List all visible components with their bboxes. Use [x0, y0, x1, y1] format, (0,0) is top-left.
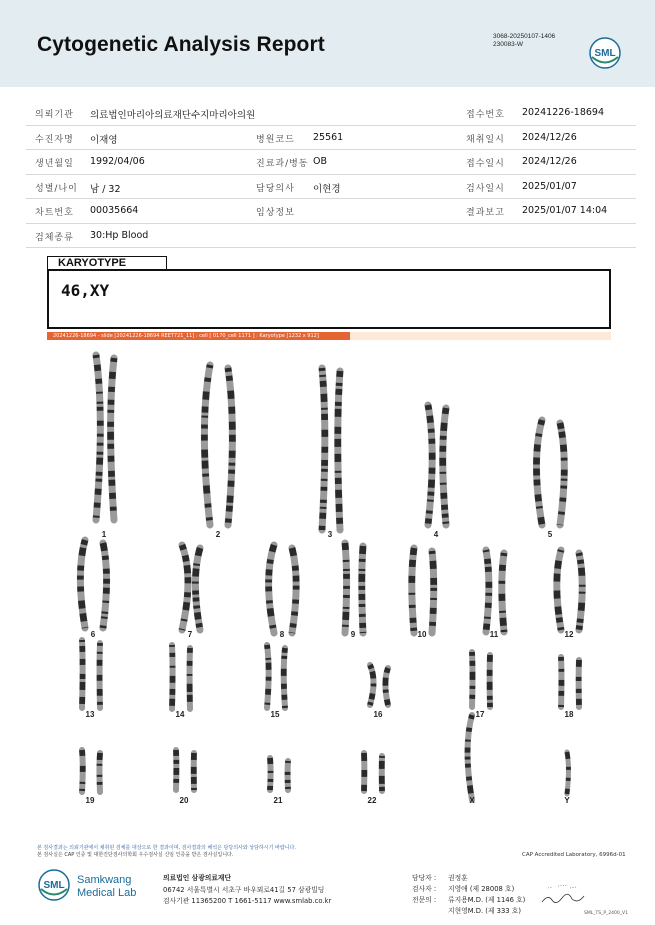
organization-contact: 검사기관 11365200 T 1661-5117 www.smlab.co.kr	[163, 897, 332, 905]
staff-name: 권정훈	[448, 874, 468, 882]
chromosome-pair-X	[468, 715, 472, 800]
chromosome-pair-13	[82, 640, 100, 708]
svg-text:SML: SML	[594, 48, 616, 59]
info-value: 25561	[313, 131, 344, 143]
report-title: Cytogenetic Analysis Report	[37, 33, 325, 56]
chromosome-label: 19	[85, 796, 95, 805]
image-caption-text: 20241226-18694 - slide [20241226-18694 REET721_11] : cell [ 0170_cell 1171 ] : Karyotype [1232 x 912]	[47, 332, 350, 340]
chromosome-pair-11	[486, 550, 504, 632]
info-label: 검체종류	[35, 232, 74, 243]
chromosome-pair-22	[364, 753, 382, 791]
patient-info-table	[26, 101, 636, 248]
info-value: 00035664	[90, 205, 139, 216]
info-row	[26, 126, 636, 151]
organization-address: 06742 서울특별시 서초구 바우뫼로41길 57 삼광빌딩	[163, 886, 325, 894]
chromosome-pair-10	[412, 548, 434, 633]
chromosome-pair-16	[370, 665, 388, 705]
staff-name: 류지용M.D. (제 1146 호)	[448, 896, 526, 904]
chromosome-label: 13	[85, 710, 95, 719]
chromosome-pair-9	[345, 543, 363, 633]
chromosome-label: 5	[547, 530, 553, 539]
chromosome-label: 6	[90, 630, 96, 639]
cap-accreditation: CAP Accredited Laboratory, 6996d-01	[522, 852, 626, 858]
info-value: 남 / 32	[90, 183, 121, 195]
staff-role: 검사자 :	[412, 885, 437, 893]
staff-role: 전문의 :	[412, 896, 437, 904]
chromosome-label: 20	[179, 796, 189, 805]
info-value: 30:Hp Blood	[90, 229, 149, 241]
chromosome-label: 18	[564, 710, 574, 719]
chromosome-label: 1	[101, 530, 107, 539]
info-row	[26, 101, 636, 126]
chromosome-label: 17	[475, 710, 485, 719]
info-label: 의뢰기관	[35, 110, 74, 120]
chromosome-pair-Y	[567, 752, 568, 794]
info-label: 성별/나이	[35, 183, 78, 194]
info-row	[26, 150, 636, 175]
info-label: 생년월일	[35, 159, 74, 169]
chromosome-pair-8	[269, 545, 297, 633]
chromosome-pair-3	[322, 368, 340, 530]
samkwang-logo-icon	[37, 868, 71, 902]
disclaimer-line-1: 본 검사결과는 의뢰기관에서 채취된 검체를 대상으로 한 결과이며, 검사결과의 해석은 담당의사와 상담하시기 바랍니다.	[37, 845, 296, 851]
chromosome-pair-6	[80, 540, 106, 628]
chromosome-label: 8	[279, 630, 285, 639]
karyotype-label: KARYOTYPE	[47, 256, 167, 269]
karyogram-image	[0, 340, 655, 810]
info-label: 접수일시	[466, 159, 505, 169]
karyotype-result: 46,XY	[61, 281, 110, 300]
brand-name-line-2: Medical Lab	[77, 887, 137, 899]
info-row	[26, 224, 636, 249]
chromosome-label: 11	[489, 630, 499, 639]
karyotype-result-box	[47, 269, 611, 329]
chromosome-pair-15	[267, 645, 285, 708]
chromosome-label: 12	[564, 630, 574, 639]
chromosome-pair-20	[176, 750, 194, 790]
info-value: 2024/12/26	[522, 156, 577, 167]
report-code: 3068-20250107-1406	[493, 33, 556, 40]
svg-text:SML: SML	[43, 880, 65, 891]
info-label: 임상정보	[256, 208, 295, 218]
info-label: 수진자명	[35, 134, 74, 145]
info-label: 채취일시	[466, 134, 505, 145]
info-row	[26, 175, 636, 200]
sml-logo	[588, 36, 622, 70]
info-value: 2024/12/26	[522, 131, 577, 143]
chromosome-pair-1	[96, 355, 114, 520]
chromosome-pair-4	[428, 405, 446, 525]
chromosome-label: 3	[327, 530, 333, 539]
info-value: 2025/01/07	[522, 180, 577, 192]
info-value: 이현경	[313, 183, 341, 195]
form-code: SML_TS_P_2400_V1	[584, 911, 628, 916]
chromosome-label: 14	[175, 710, 185, 719]
chromosome-label: 22	[367, 796, 377, 805]
brand-name-line-1: Samkwang	[77, 874, 132, 886]
info-label: 담당의사	[256, 183, 295, 194]
info-value: OB	[313, 156, 327, 167]
info-label: 검사일시	[466, 183, 505, 194]
chromosome-label: 21	[273, 796, 283, 805]
info-label: 병원코드	[256, 134, 295, 145]
report-header	[0, 0, 655, 87]
info-label: 진료과/병동	[256, 159, 309, 169]
chromosome-pair-19	[82, 750, 100, 792]
staff-role: 담당자 :	[412, 874, 437, 882]
staff-name: 지현영M.D. (제 333 호)	[448, 907, 522, 915]
chromosome-pair-14	[172, 645, 190, 709]
info-label: 접수번호	[466, 110, 505, 120]
organization-name: 의료법인 삼광의료재단	[163, 874, 232, 882]
image-caption-strip	[47, 332, 611, 340]
info-label: 차트번호	[35, 208, 74, 218]
signature-image	[538, 880, 588, 910]
info-value: 20241226-18694	[522, 107, 605, 118]
chromosome-label: X	[469, 796, 475, 805]
staff-name: 지영애 (제 28008 호)	[448, 885, 515, 893]
info-value: 이재영	[90, 134, 118, 146]
chromosome-label: Y	[564, 796, 570, 805]
chromosome-label: 2	[215, 530, 221, 539]
info-row	[26, 199, 636, 224]
chromosome-label: 7	[187, 630, 193, 639]
report-subcode: 230083-W	[493, 41, 523, 48]
info-value: 2025/01/07 14:04	[522, 205, 608, 216]
chromosome-pair-17	[472, 652, 490, 707]
chromosome-label: 4	[433, 530, 439, 539]
info-value: 의료법인마리아의료재단수지마리아의원	[90, 110, 256, 121]
chromosome-pair-21	[270, 758, 288, 790]
chromosome-pair-18	[561, 657, 579, 707]
chromosome-pair-7	[182, 545, 200, 630]
chromosome-label: 9	[350, 630, 356, 639]
chromosome-label: 16	[373, 710, 383, 719]
chromosome-pair-2	[204, 365, 232, 525]
chromosome-label: 10	[417, 630, 427, 639]
info-value: 1992/04/06	[90, 156, 145, 167]
info-label: 결과보고	[466, 208, 505, 218]
chromosome-label: 15	[270, 710, 280, 719]
chromosome-pair-5	[536, 420, 564, 525]
disclaimer-line-2: 본 검사실은 CAP 인증 및 대한진단검사의학회 우수검사실 신임 인증을 받은 검사실입니다.	[37, 852, 234, 858]
chromosome-pair-12	[557, 550, 582, 630]
